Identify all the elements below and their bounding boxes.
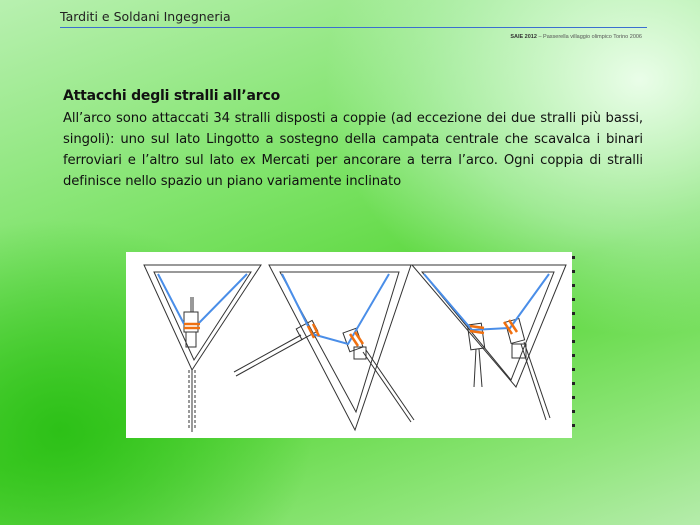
detail-single-stay: [144, 265, 261, 432]
event-subheader: [510, 34, 642, 40]
detail-stay-pair-inclined: [234, 265, 414, 430]
event-name: SAIE 2012: [510, 34, 537, 40]
header-rule: [60, 27, 647, 28]
section-paragraph: All’arco sono attaccati 34 stralli disposti a coppie (ad eccezione dei due stralli più bassi, singoli): uno sul lato Lingotto a sostegno della campata centrale che scavalca i binari ferroviari e l’altro sul lato ex Mercati per ancorare a terra l’arco. Ogni coppia di stralli definisce nello spazio un piano variamente inclinato: [63, 111, 643, 189]
figure-edge-marks: [571, 252, 579, 438]
stay-attachment-drawing: [126, 252, 572, 438]
section-heading: Attacchi degli stralli all’arco: [63, 88, 280, 104]
company-name: Tarditi e Soldani Ingegneria: [60, 9, 231, 24]
arc-line-2: [282, 274, 389, 344]
arc-line-3: [424, 274, 549, 330]
technical-drawing-svg: [126, 252, 572, 438]
project-name: – Passerella villaggio olimpico Torino 2006: [536, 34, 642, 40]
